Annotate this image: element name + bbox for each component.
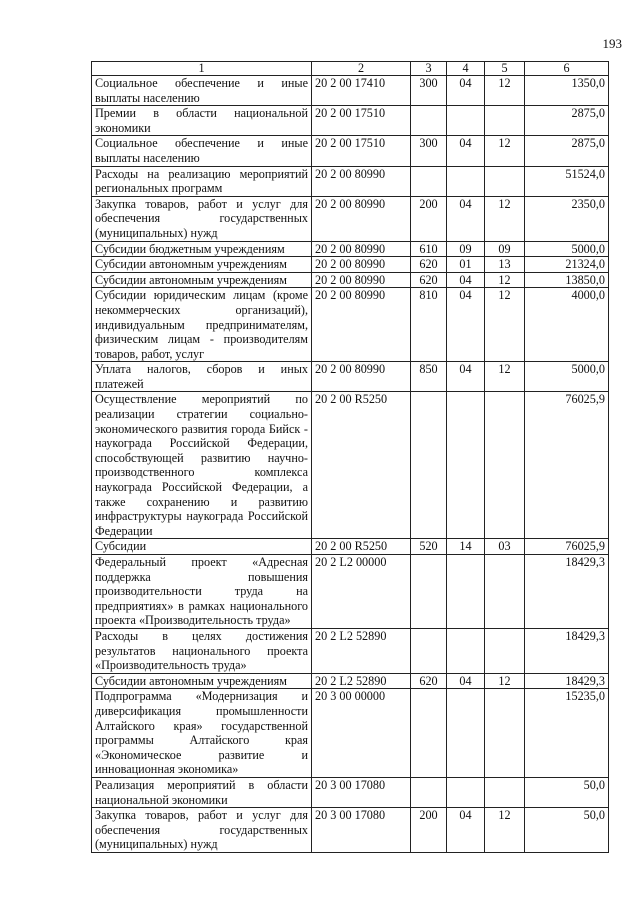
row-col5-cell <box>485 392 525 539</box>
row-col4-cell <box>447 689 485 778</box>
header-cell: 4 <box>447 62 485 76</box>
row-col4-cell: 01 <box>447 257 485 273</box>
row-code-cell: 20 2 L2 00000 <box>312 555 411 629</box>
row-name-cell: Субсидии юридическим лицам (кроме некоммерческих организаций), индивидуальным предпринимателям, физическим лицам - производителям товаров, работ, услуг <box>92 288 312 362</box>
budget-table <box>91 61 609 853</box>
row-amount-cell: 51524,0 <box>525 166 609 196</box>
row-col5-cell <box>485 555 525 629</box>
row-name-cell: Закупка товаров, работ и услуг для обеспечения государственных (муниципальных) нужд <box>92 196 312 241</box>
row-col5-cell: 12 <box>485 136 525 166</box>
row-name-cell: Социальное обеспечение и иные выплаты населению <box>92 136 312 166</box>
row-amount-cell: 2350,0 <box>525 196 609 241</box>
row-col4-cell <box>447 628 485 673</box>
row-code-cell: 20 2 00 R5250 <box>312 392 411 539</box>
row-code-cell: 20 2 00 R5250 <box>312 539 411 555</box>
row-col5-cell: 12 <box>485 808 525 853</box>
header-cell: 3 <box>411 62 447 76</box>
row-name-cell: Субсидии автономным учреждениям <box>92 272 312 288</box>
row-code-cell: 20 2 L2 52890 <box>312 628 411 673</box>
row-name-cell: Премии в области национальной экономики <box>92 106 312 136</box>
row-col5-cell <box>485 628 525 673</box>
row-amount-cell: 76025,9 <box>525 539 609 555</box>
row-code-cell: 20 2 00 80990 <box>312 241 411 257</box>
row-name-cell: Уплата налогов, сборов и иных платежей <box>92 362 312 392</box>
header-cell: 6 <box>525 62 609 76</box>
row-col5-cell: 12 <box>485 76 525 106</box>
table-row <box>92 555 609 629</box>
row-col4-cell <box>447 392 485 539</box>
row-name-cell: Реализация мероприятий в области национальной экономики <box>92 777 312 807</box>
row-col5-cell <box>485 689 525 778</box>
table-row <box>92 673 609 689</box>
row-amount-cell: 4000,0 <box>525 288 609 362</box>
row-name-cell: Субсидии <box>92 539 312 555</box>
row-amount-cell: 13850,0 <box>525 272 609 288</box>
row-amount-cell: 76025,9 <box>525 392 609 539</box>
row-name-cell: Закупка товаров, работ и услуг для обеспечения государственных (муниципальных) нужд <box>92 808 312 853</box>
table-row <box>92 539 609 555</box>
row-col3-cell: 520 <box>411 539 447 555</box>
row-col3-cell <box>411 555 447 629</box>
table-row <box>92 689 609 778</box>
table-row <box>92 196 609 241</box>
row-amount-cell: 18429,3 <box>525 628 609 673</box>
row-amount-cell: 2875,0 <box>525 106 609 136</box>
row-name-cell: Субсидии автономным учреждениям <box>92 257 312 273</box>
row-col3-cell: 620 <box>411 272 447 288</box>
row-amount-cell: 50,0 <box>525 808 609 853</box>
row-col4-cell: 09 <box>447 241 485 257</box>
row-code-cell: 20 2 00 80990 <box>312 362 411 392</box>
row-col4-cell: 04 <box>447 288 485 362</box>
row-amount-cell: 50,0 <box>525 777 609 807</box>
table-row <box>92 166 609 196</box>
row-code-cell: 20 2 00 17510 <box>312 136 411 166</box>
row-col4-cell: 14 <box>447 539 485 555</box>
row-col5-cell: 12 <box>485 362 525 392</box>
row-code-cell: 20 2 00 80990 <box>312 166 411 196</box>
row-col3-cell: 300 <box>411 136 447 166</box>
row-code-cell: 20 3 00 17080 <box>312 777 411 807</box>
row-name-cell: Субсидии автономным учреждениям <box>92 673 312 689</box>
row-code-cell: 20 2 00 80990 <box>312 272 411 288</box>
row-name-cell: Осуществление мероприятий по реализации стратегии социально-экономического развития города Бийск - наукограда Российской Федерации, способствующей развитию научно-производственного комплекса наукограда Российской Федерации, а также сохранению и развитию инфраструктуры наукограда Российской Федерации <box>92 392 312 539</box>
row-col5-cell: 13 <box>485 257 525 273</box>
row-col3-cell: 620 <box>411 257 447 273</box>
row-code-cell: 20 2 00 17510 <box>312 106 411 136</box>
row-col3-cell: 300 <box>411 76 447 106</box>
table-row <box>92 808 609 853</box>
row-col3-cell: 850 <box>411 362 447 392</box>
table-row <box>92 362 609 392</box>
row-amount-cell: 21324,0 <box>525 257 609 273</box>
table-row <box>92 272 609 288</box>
row-col3-cell: 810 <box>411 288 447 362</box>
table-row <box>92 106 609 136</box>
row-name-cell: Социальное обеспечение и иные выплаты населению <box>92 76 312 106</box>
row-name-cell: Федеральный проект «Адресная поддержка повышения производительности труда на предприятиях» в рамках национального проекта «Производительность труда» <box>92 555 312 629</box>
row-code-cell: 20 3 00 00000 <box>312 689 411 778</box>
table-row <box>92 257 609 273</box>
row-col5-cell: 09 <box>485 241 525 257</box>
row-col4-cell: 04 <box>447 673 485 689</box>
row-amount-cell: 5000,0 <box>525 362 609 392</box>
row-col4-cell: 04 <box>447 76 485 106</box>
row-col4-cell <box>447 166 485 196</box>
row-col4-cell <box>447 106 485 136</box>
row-code-cell: 20 2 L2 52890 <box>312 673 411 689</box>
row-col5-cell: 12 <box>485 196 525 241</box>
row-code-cell: 20 2 00 80990 <box>312 288 411 362</box>
row-col3-cell: 200 <box>411 196 447 241</box>
table-row <box>92 392 609 539</box>
row-col5-cell <box>485 777 525 807</box>
row-col3-cell <box>411 689 447 778</box>
row-col3-cell <box>411 166 447 196</box>
row-col5-cell: 12 <box>485 288 525 362</box>
row-name-cell: Расходы в целях достижения результатов национального проекта «Производительность труда» <box>92 628 312 673</box>
table-row <box>92 628 609 673</box>
row-code-cell: 20 2 00 17410 <box>312 76 411 106</box>
header-row <box>92 62 609 76</box>
row-amount-cell: 1350,0 <box>525 76 609 106</box>
table-row <box>92 76 609 106</box>
page-number: 193 <box>602 36 622 51</box>
header-cell: 2 <box>312 62 411 76</box>
row-name-cell: Подпрограмма «Модернизация и диверсификация промышленности Алтайского края» государственной программы Алтайского края «Экономическое развитие и инновационная экономика» <box>92 689 312 778</box>
table-row <box>92 777 609 807</box>
row-col3-cell: 200 <box>411 808 447 853</box>
row-amount-cell: 2875,0 <box>525 136 609 166</box>
header-cell: 1 <box>92 62 312 76</box>
row-col3-cell: 620 <box>411 673 447 689</box>
row-col3-cell <box>411 777 447 807</box>
row-amount-cell: 15235,0 <box>525 689 609 778</box>
table-row <box>92 288 609 362</box>
row-col5-cell: 12 <box>485 272 525 288</box>
row-name-cell: Расходы на реализацию мероприятий региональных программ <box>92 166 312 196</box>
table-row <box>92 136 609 166</box>
row-col4-cell: 04 <box>447 808 485 853</box>
header-cell: 5 <box>485 62 525 76</box>
row-col4-cell: 04 <box>447 196 485 241</box>
row-amount-cell: 18429,3 <box>525 673 609 689</box>
row-amount-cell: 5000,0 <box>525 241 609 257</box>
row-code-cell: 20 2 00 80990 <box>312 257 411 273</box>
row-col4-cell <box>447 555 485 629</box>
row-col5-cell: 12 <box>485 673 525 689</box>
row-code-cell: 20 3 00 17080 <box>312 808 411 853</box>
table-row <box>92 241 609 257</box>
row-col3-cell <box>411 392 447 539</box>
row-col5-cell <box>485 106 525 136</box>
row-name-cell: Субсидии бюджетным учреждениям <box>92 241 312 257</box>
row-col3-cell <box>411 106 447 136</box>
row-col4-cell <box>447 777 485 807</box>
row-col3-cell <box>411 628 447 673</box>
row-amount-cell: 18429,3 <box>525 555 609 629</box>
row-col4-cell: 04 <box>447 362 485 392</box>
row-col4-cell: 04 <box>447 136 485 166</box>
row-code-cell: 20 2 00 80990 <box>312 196 411 241</box>
row-col3-cell: 610 <box>411 241 447 257</box>
row-col5-cell: 03 <box>485 539 525 555</box>
row-col4-cell: 04 <box>447 272 485 288</box>
row-col5-cell <box>485 166 525 196</box>
